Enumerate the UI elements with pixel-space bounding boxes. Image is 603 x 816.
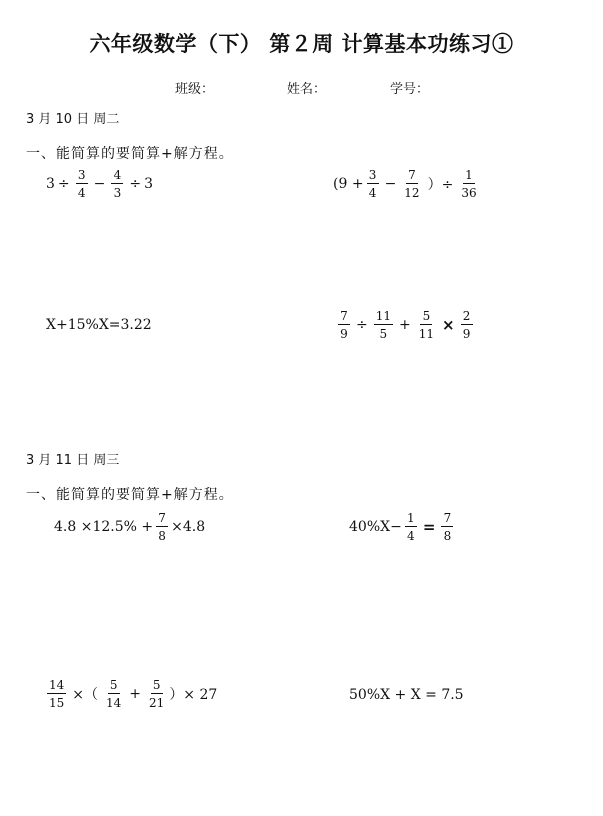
fraction: $\frac{1}{4}$ <box>405 511 417 543</box>
student-id-label: 学号： <box>390 82 430 97</box>
problem-2-3: $\frac{14}{15}$ ×（ $\frac{5}{14}$ + $\frac{5}{21}$ ）× 27 <box>49 678 218 710</box>
fraction: $\frac{7}{12}$ <box>404 168 420 200</box>
name-label: 姓名： <box>287 82 327 97</box>
fraction: $\frac{14}{15}$ <box>49 678 65 710</box>
problem-1-3: X+15%X=3.22 <box>46 317 152 333</box>
fraction: $\frac{3}{4}$ <box>76 168 88 200</box>
problem-2-2: 40%X− $\frac{1}{4}$ = $\frac{7}{8}$ <box>349 511 456 543</box>
problem-1-2: (9 + $\frac{3}{4}$ − $\frac{7}{12}$ ）÷ $\frac{1}{36}$ <box>333 168 477 200</box>
fraction: $\frac{7}{8}$ <box>156 511 168 543</box>
fraction: $\frac{4}{3}$ <box>111 168 123 200</box>
fraction: $\frac{5}{21}$ <box>149 678 165 710</box>
fraction: $\frac{11}{5}$ <box>375 309 392 341</box>
problem-2-1: 4.8 ×12.5% + $\frac{7}{8}$ ×4.8 <box>54 511 206 543</box>
fraction: $\frac{3}{4}$ <box>367 168 379 200</box>
fraction: $\frac{2}{9}$ <box>461 309 473 341</box>
section-heading-day2: 一、能简算的要简算+解方程。 <box>26 487 234 503</box>
problem-1-1: 3 ÷ $\frac{3}{4}$ − $\frac{4}{3}$ ÷ 3 <box>46 168 154 200</box>
fraction: $\frac{7}{8}$ <box>441 511 453 543</box>
fraction: $\frac{5}{11}$ <box>418 309 435 341</box>
date-day1: 3 月 10 日 周二 <box>26 112 120 127</box>
fraction: $\frac{5}{14}$ <box>106 678 122 710</box>
page-title: 六年级数学（下） 第２周 计算基本功练习① <box>89 31 514 56</box>
problem-1-4: $\frac{7}{9}$ ÷ $\frac{11}{5}$ + $\frac{5}{11}$ × $\frac{2}{9}$ <box>335 309 476 341</box>
date-day2: 3 月 11 日 周三 <box>26 453 120 468</box>
fraction: $\frac{1}{36}$ <box>461 168 477 200</box>
class-label: 班级： <box>175 82 215 97</box>
fraction: $\frac{7}{9}$ <box>338 309 350 341</box>
section-heading-day1: 一、能简算的要简算+解方程。 <box>26 146 234 162</box>
problem-2-4: 50%X + X = 7.5 <box>349 687 464 703</box>
